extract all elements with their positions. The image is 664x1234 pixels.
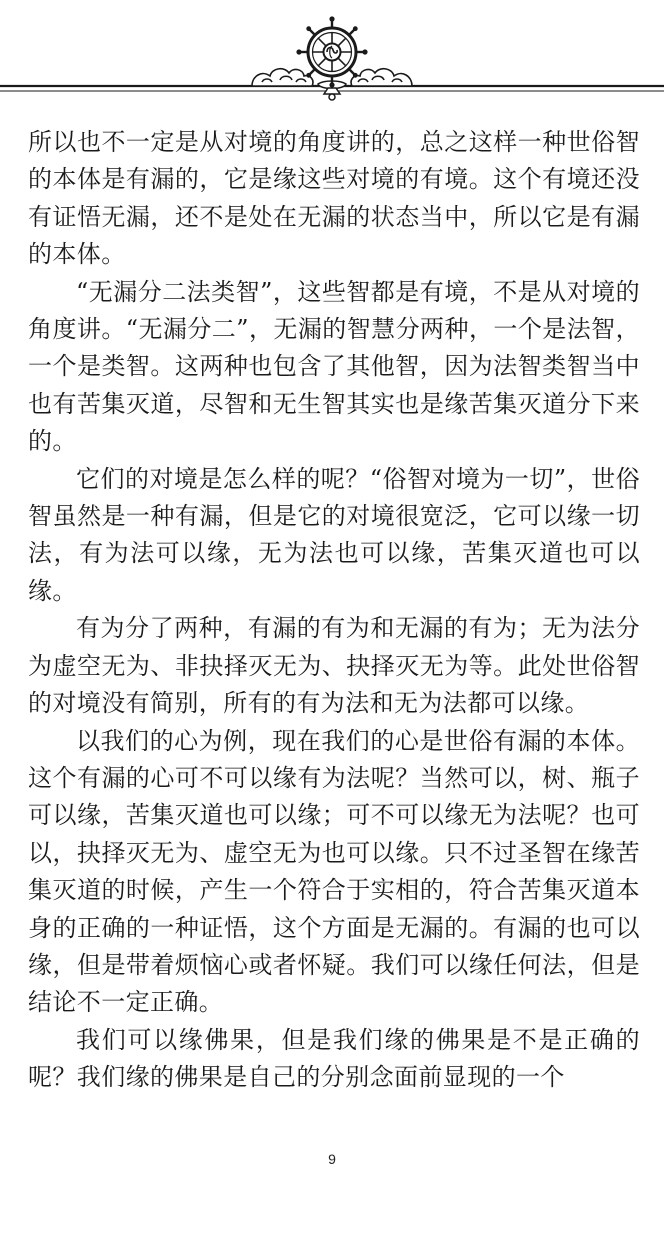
paragraph: 它们的对境是怎么样的呢？“俗智对境为一切”，世俗智虽然是一种有漏，但是它的对境很宽泛，它可以缘一切法，有为法可以缘，无为法也可以缘，苦集灭道也可以缘。 xyxy=(28,464,640,605)
dharma-wheel-icon xyxy=(296,16,367,87)
page-number: 9 xyxy=(328,1151,336,1167)
paragraph: 以我们的心为例，现在我们的心是世俗有漏的本体。这个有漏的心可不可以缘有为法呢？当然可以，树、瓶子可以缘，苦集灭道也可以缘；可不可以缘无为法呢？也可以，抉择灭无为、虚空无为也可以缘。只不过圣智在缘苦集灭道的时候，产生一个符合于实相的，符合苦集灭道本身的正确的一种证悟，这个方面是无漏的。有漏的也可以缘，但是带着烦恼心或者怀疑。我们可以缘任何法，但是结论不一定正确。 xyxy=(28,726,640,1017)
paragraph: 我们可以缘佛果，但是我们缘的佛果是不是正确的呢？我们缘的佛果是自己的分别念面前显现的一个 xyxy=(28,1025,640,1092)
auspicious-cloud-icon xyxy=(252,69,313,86)
page-body xyxy=(28,124,640,1097)
paragraph: 所以也不一定是从对境的角度讲的，总之这样一种世俗智的本体是有漏的，它是缘这些对境的有境。这个有境还没有证悟无漏，还不是处在无漏的状态当中，所以它是有漏的本体。 xyxy=(28,128,640,269)
header-ornament xyxy=(0,0,664,110)
auspicious-cloud-icon xyxy=(351,69,412,86)
paragraph: 有为分了两种，有漏的有为和无漏的有为；无为法分为虚空无为、非抉择灭无为、抉择灭无为等。此处世俗智的对境没有简别，所有的有为法和无为法都可以缘。 xyxy=(28,614,640,718)
page-header xyxy=(0,0,664,110)
paragraph: “无漏分二法类智”，这些智都是有境，不是从对境的角度讲。“无漏分二”，无漏的智慧分两种，一个是法智，一个是类智。这两种也包含了其他智，因为法智类智当中也有苦集灭道，尽智和无生智其实也是缘苦集灭道分下来的。 xyxy=(28,277,640,456)
